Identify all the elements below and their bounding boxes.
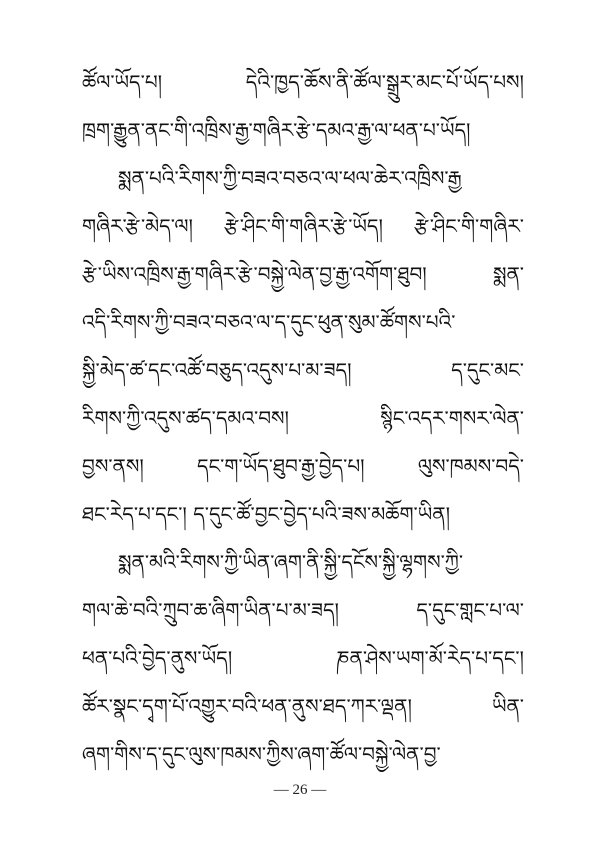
text-line: གལ་ཆེ་བའི་ཀྲུབ་ཆ་ཞིག་ཡིན་པ་མ་ཟད། ད་དུང་གླང་པ་ལ་: [82, 598, 524, 622]
text-line: རིགས་ཀྱི་འདུས་ཚད་དམའ་བས། སྙིང་འདར་གསར་ལེན་: [82, 406, 524, 430]
text-line: གཞིར་རྩེ་མེད་ལ། རྩེ་ཤིང་གི་གཞིར་རྩེ་ཡོད། རྩེ་ཤིང་གི་གཞིར་: [82, 214, 524, 238]
text-line: སྐྱི་མེད་ཚ་དང་འཚོ་བཅུད་འདུས་པ་མ་ཟད། ད་དུང་མང་: [82, 358, 524, 382]
body-text: [82, 58, 524, 778]
text-line: ཐང་རེད་པ་དང་། ད་དུང་ཚོ་བྱང་བྱེད་པའི་ཟས་མཆོག་ཡིན།: [82, 502, 451, 526]
text-line: འདི་རིགས་ཀྱི་བཟའ་བཅའ་ལ་ད་དུང་ཕུན་སུམ་ཚོགས་པའི་: [82, 310, 456, 334]
text-line: བྱས་ནས། དང་ག་ཡོད་ཐུབ་རྒྱ་བྱེད་པ། ལུས་ཁམས་བདེ་: [82, 454, 524, 478]
text-line: ཚོལ་ཡོད་པ། དེའི་ཁྱད་ཆོས་ནི་ཚོལ་སྒྲུར་མང་པོ་ཡོད་པས།: [82, 70, 524, 94]
text-line: ཁྲག་རྒྱུན་ནང་གི་འཁྲིས་རྒྱ་གཞིར་རྩེ་དམའ་རྒྱ་ལ་ཕན་པ་ཡོད།: [82, 118, 471, 142]
text-line: སྨན་མའི་རིགས་ཀྱི་ཡིན་ཞག་ནི་སྐྱི་དངོས་སྐྱི་ལྷགས་ཀྱི་: [118, 550, 464, 574]
text-line: ཚོར་སྣང་དྭག་པོ་འགྱུར་བའི་ཕན་ནུས་ཐད་ཀར་ལྡན། ཡིན་: [82, 694, 524, 718]
text-line: རྩེ་ཡིས་འཁྲིས་རྒྱ་གཞིར་རྩེ་བསྐྱེ་ལེན་བྱ་རྒྱ་འགོག་ཐུབ། སྨན་: [82, 262, 524, 286]
text-line: སྨན་པའི་རིགས་ཀྱི་བཟའ་བཅའ་ལ་ཕལ་ཆེར་འཁྲིས་རྒྱ: [118, 166, 462, 190]
page-number: — 26 —: [273, 782, 327, 798]
text-line: ཞག་གིས་ད་དུང་ལུས་ཁམས་ཀྱིས་ཞག་ཚོལ་བསྐྱེ་ལེན་བྱ་: [82, 742, 441, 766]
text-line: ཕན་པའི་བྱེད་ནུས་ཡོད། ཎན་ཤེས་ཡག་མོ་རེད་པ་དང་།: [82, 646, 524, 670]
